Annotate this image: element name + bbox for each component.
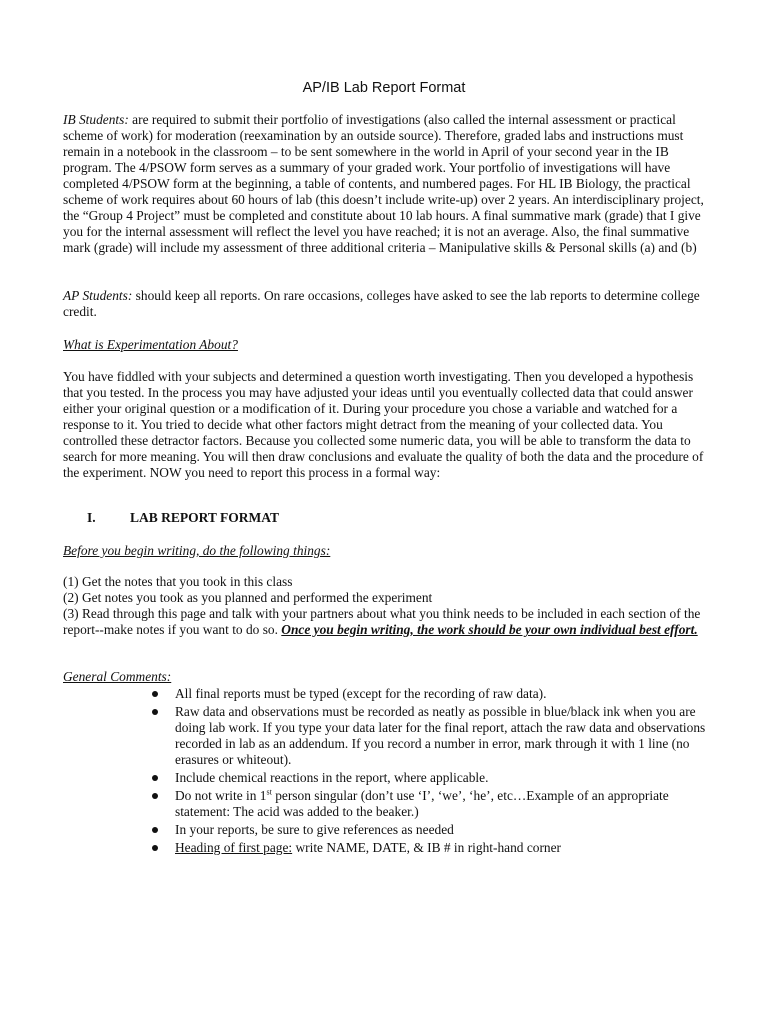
bullet-icon <box>152 827 158 833</box>
ib-students-text: are required to submit their portfolio of investigations (also called the internal assessment or practical scheme of work) for moderation (reexamination by an outside source). Therefore, graded labs and instructions must remain in a notebook in the classroom – to be sent somewhere in the world in April of your second year in the IB program. The 4/PSOW form serves as a summary of your graded work. Your portfolio of investigations will have completed 4/PSOW form at the beginning, a table of contents, and numbered pages. For HL IB Biology, the practical scheme of work requires about 60 hours of lab (this doesn’t include write-up) over 2 years. An interdisciplinary project, the “Group 4 Project” must be completed and constitute about 10 lab hours. A final summative mark (grade) that I give you for the internal assessment will reflect the level you have reached; it is not an average. Also, the final summative mark (grade) will include my assessment of three additional criteria – Manipulative skills & Personal skills (a) and (b) <box>63 112 704 255</box>
section-heading <box>63 510 708 526</box>
experimentation-paragraph: You have fiddled with your subjects and determined a question worth investigating. Then you developed a hypothesis that you tested. In the process you may have adjusted your ideas until you eventually collected data that could answer either your original question or a modification of it. During your procedure you chose a variable and watched for a response to it. You tried to decide what other factors might detract from the meaning of your collected data. You controlled these detractor factors. Because you collected some numeric data, you will be able to transform the data to search for more meaning. You will then draw conclusions and evaluate the quality of both the data and the procedure of the experiment. NOW you need to report this process in a formal way: <box>63 369 704 480</box>
section-number: I. <box>87 510 96 525</box>
ib-students-label: IB Students: <box>63 112 129 127</box>
bullet-icon <box>152 793 158 799</box>
general-comments-list <box>152 686 708 858</box>
superscript-st: st <box>266 787 272 797</box>
step-item: (1) Get the notes that you took in this class <box>63 574 293 589</box>
list-item <box>152 704 708 768</box>
bullet-text: Do not write in 1 <box>175 788 267 803</box>
bullet-text: Raw data and observations must be recorded as neatly as possible in blue/black ink when you are doing lab work. If you type your data later for the final report, attach the raw data and observations recorded in lab as an addendum. If you record a number in error, mark through it with 1 line (no erasures or whiteout). <box>175 704 706 767</box>
step-item <box>63 606 708 638</box>
individual-effort-emphasis: Once you begin writing, the work should be your own individual best effort. <box>281 622 698 637</box>
list-item <box>152 686 708 702</box>
ib-students-paragraph <box>63 112 708 256</box>
bullet-text: Include chemical reactions in the report, where applicable. <box>175 770 489 785</box>
step-item: (2) Get notes you took as you planned and performed the experiment <box>63 590 433 605</box>
before-writing-heading: Before you begin writing, do the following things: <box>63 543 331 558</box>
bullet-icon <box>152 691 158 697</box>
experimentation-heading: What is Experimentation About? <box>63 337 238 352</box>
step-text: (3) Read through this page and talk with your partners about what you think needs to be included in each section of the report--make notes if you want to do so. <box>63 606 701 637</box>
general-comments-heading: General Comments: <box>63 669 172 684</box>
bullet-icon <box>152 709 158 715</box>
list-item <box>152 840 708 856</box>
page-title: AP/IB Lab Report Format <box>302 80 466 96</box>
list-item <box>152 770 708 786</box>
list-item <box>152 788 708 820</box>
bullet-text: All final reports must be typed (except for the recording of raw data). <box>175 686 547 701</box>
before-writing-steps <box>63 574 708 638</box>
heading-first-page-label: Heading of first page: <box>175 840 293 855</box>
bullet-icon <box>152 845 158 851</box>
bullet-icon <box>152 775 158 781</box>
ap-students-label: AP Students: <box>63 288 133 303</box>
list-item <box>152 822 708 838</box>
section-title: LAB REPORT FORMAT <box>130 510 280 525</box>
ap-students-text: should keep all reports. On rare occasions, colleges have asked to see the lab reports to determine college credit. <box>63 288 700 319</box>
bullet-text-cont: person singular (don’t use ‘I’, ‘we’, ‘he’, etc…Example of an appropriate statement: The acid was added to the beaker.) <box>175 788 669 819</box>
heading-first-page-text: write NAME, DATE, & IB # in right-hand corner <box>292 840 562 855</box>
ap-students-paragraph <box>63 288 708 320</box>
bullet-text: In your reports, be sure to give references as needed <box>175 822 454 837</box>
